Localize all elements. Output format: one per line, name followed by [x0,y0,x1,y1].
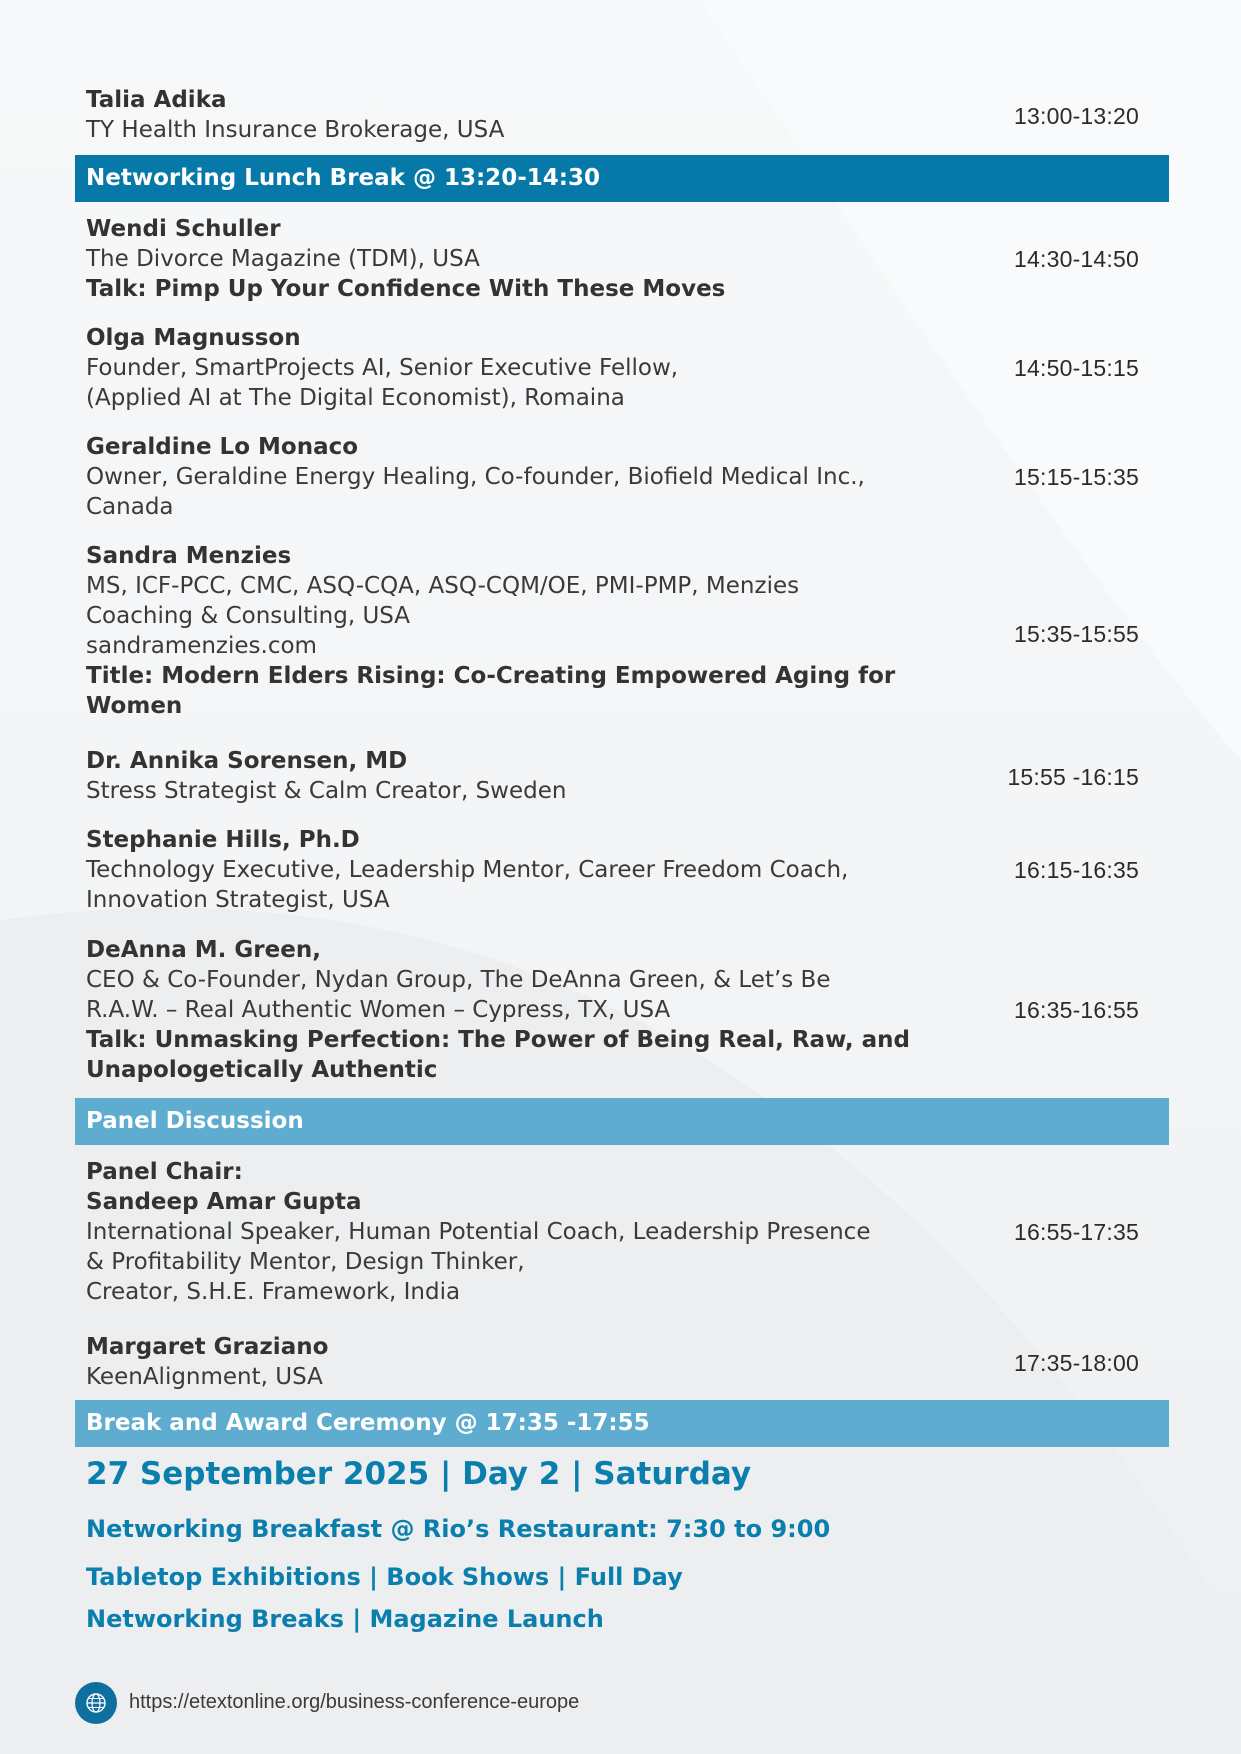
speaker-affiliation: Owner, Geraldine Energy Healing, Co-founder, Biofield Medical Inc., [86,464,865,490]
panel-discussion-band: Panel Discussion [75,1098,1169,1145]
session-info [86,1157,986,1307]
day2-breakfast: Networking Breakfast @ Rio’s Restaurant: 7:30 to 9:00 [86,1515,831,1543]
speaker-name: Geraldine Lo Monaco [86,434,359,460]
speaker-name: Dr. Annika Sorensen, MD [86,748,408,774]
session-row [75,825,1169,921]
session-info [86,85,986,145]
session-time: 17:35-18:00 [1014,1350,1139,1376]
speaker-affiliation: Canada [86,494,174,520]
speaker-affiliation: The Divorce Magazine (TDM), USA [86,246,480,272]
speaker-name: Sandeep Amar Gupta [86,1189,362,1215]
session-time: 16:15-16:35 [1014,857,1139,883]
speaker-affiliation: Coaching & Consulting, USA [86,603,411,629]
speaker-affiliation: TY Health Insurance Brokerage, USA [86,117,505,143]
session-row [75,432,1169,528]
session-row [75,935,1169,1091]
session-time: 16:35-16:55 [1014,997,1139,1023]
award-ceremony-band: Break and Award Ceremony @ 17:35 -17:55 [75,1400,1169,1447]
speaker-name: Stephanie Hills, Ph.D [86,827,360,853]
session-row [75,214,1169,310]
session-row [75,1157,1169,1313]
speaker-affiliation: CEO & Co-Founder, Nydan Group, The DeAnna Green, & Let’s Be [86,967,831,993]
session-row [75,85,1169,151]
session-row [75,1332,1169,1398]
speaker-affiliation: MS, ICF-PCC, CMC, ASQ-CQA, ASQ-CQM/OE, PMI-PMP, Menzies [86,573,800,599]
session-info [86,432,986,522]
speaker-name: DeAnna M. Green, [86,937,321,963]
speaker-affiliation: & Profitability Mentor, Design Thinker, [86,1249,525,1275]
speaker-affiliation: (Applied AI at The Digital Economist), Romaina [86,385,625,411]
talk-title: Title: Modern Elders Rising: Co-Creating Empowered Aging for [86,663,896,689]
speaker-website: sandramenzies.com [86,633,317,659]
session-info [86,1332,986,1392]
session-time: 14:50-15:15 [1014,355,1139,381]
session-time: 13:00-13:20 [1014,103,1139,129]
day2-breaks: Networking Breaks | Magazine Launch [86,1605,604,1633]
speaker-affiliation: R.A.W. – Real Authentic Women – Cypress, TX, USA [86,997,671,1023]
session-time: 16:55-17:35 [1014,1219,1139,1245]
session-time: 15:35-15:55 [1014,621,1139,647]
speaker-affiliation: Founder, SmartProjects AI, Senior Executive Fellow, [86,355,679,381]
speaker-affiliation: Technology Executive, Leadership Mentor, Career Freedom Coach, [86,857,849,883]
speaker-affiliation: Stress Strategist & Calm Creator, Sweden [86,778,567,804]
session-info [86,214,986,304]
conference-link[interactable]: https://etextonline.org/business-conference-europe [129,1691,580,1713]
session-time: 14:30-14:50 [1014,246,1139,272]
day2-title: 27 September 2025 | Day 2 | Saturday [86,1456,752,1492]
speaker-affiliation: International Speaker, Human Potential Coach, Leadership Presence [86,1219,871,1245]
session-info [86,541,986,721]
globe-icon [75,1682,117,1724]
speaker-name: Talia Adika [86,87,227,113]
session-info [86,935,986,1085]
talk-title: Talk: Unmasking Perfection: The Power of Being Real, Raw, and [86,1027,910,1053]
day2-exhibitions: Tabletop Exhibitions | Book Shows | Full Day [86,1563,683,1591]
talk-title: Talk: Pimp Up Your Confidence With These Moves [86,276,726,302]
session-info [86,746,986,806]
session-row [75,541,1169,727]
session-info [86,825,986,915]
speaker-name: Sandra Menzies [86,543,292,569]
lunch-break-band: Networking Lunch Break @ 13:20-14:30 [75,155,1169,202]
panel-chair-label: Panel Chair: [86,1159,243,1185]
session-time: 15:55 -16:15 [1007,764,1139,790]
session-row [75,746,1169,812]
speaker-affiliation: Creator, S.H.E. Framework, India [86,1279,461,1305]
session-time: 15:15-15:35 [1014,464,1139,490]
speaker-name: Wendi Schuller [86,216,281,242]
footer [75,1682,975,1724]
talk-title: Women [86,693,183,719]
speaker-name: Olga Magnusson [86,325,301,351]
speaker-name: Margaret Graziano [86,1334,329,1360]
speaker-affiliation: KeenAlignment, USA [86,1364,323,1390]
talk-title: Unapologetically Authentic [86,1057,438,1083]
session-row [75,323,1169,419]
session-info [86,323,986,413]
speaker-affiliation: Innovation Strategist, USA [86,887,390,913]
